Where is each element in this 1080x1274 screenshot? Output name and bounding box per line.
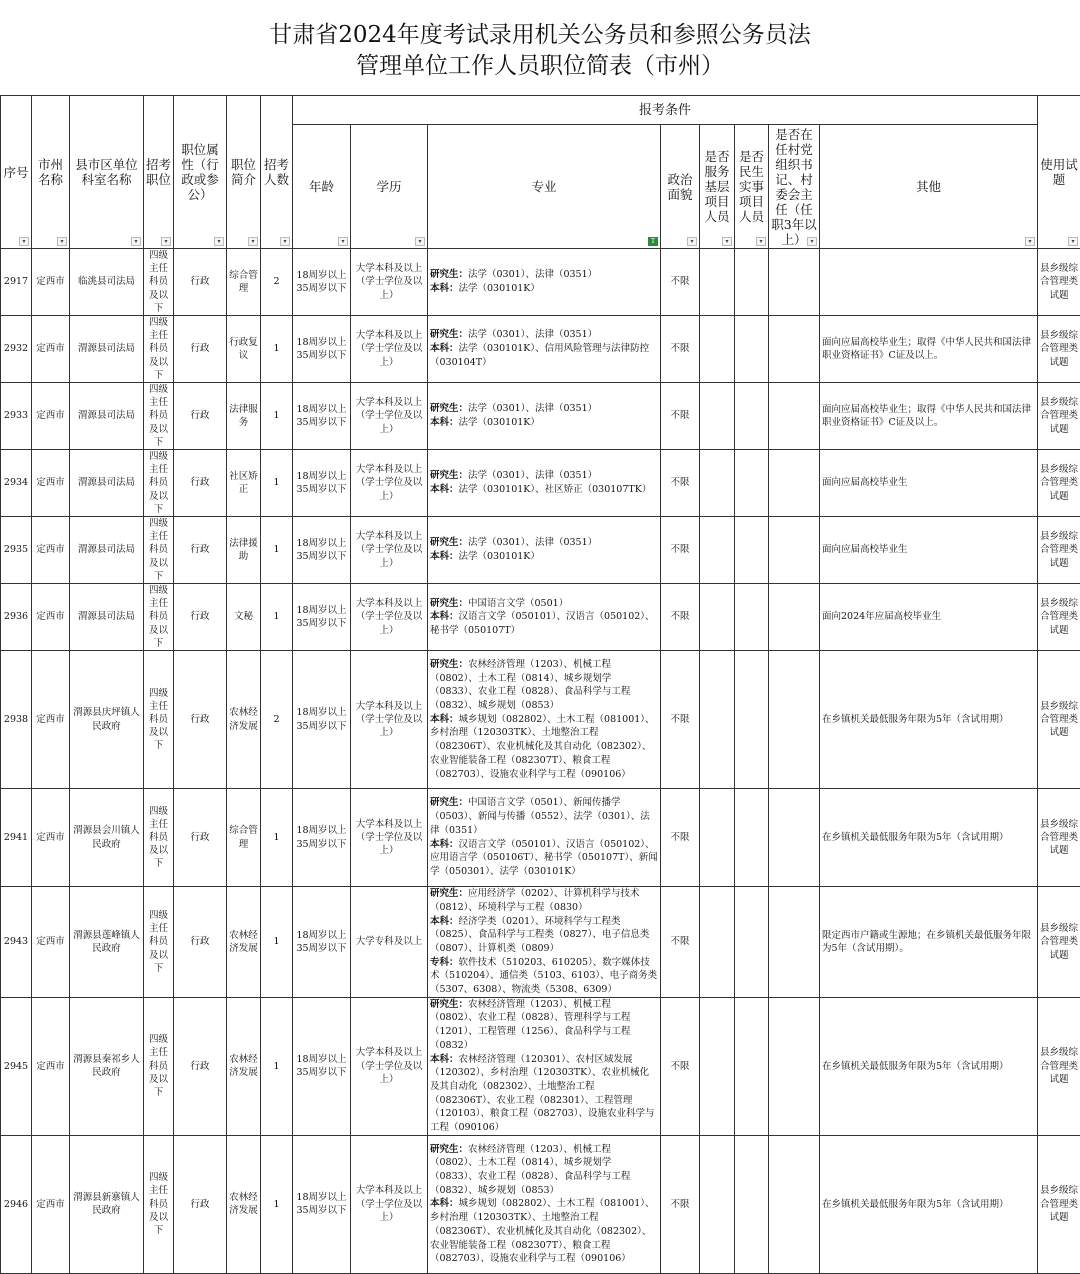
major-level-label: 本科： (430, 1054, 459, 1065)
cell-livelihood (735, 651, 769, 789)
cell-edu: 大学本科及以上（学士学位及以上） (351, 584, 428, 651)
cell-politics: 不限 (661, 887, 700, 998)
header-age[interactable]: 年龄 ▾ (293, 125, 351, 249)
cell-count: 1 (261, 450, 293, 517)
cell-position: 四级主任科员及以下 (144, 584, 174, 651)
major-list: 中国语言文学（0501） (468, 598, 568, 609)
major-list: 应用经济学（0202）、计算机科学与技术（0812）、环境科学与工程（0830） (430, 888, 639, 913)
filter-dropdown-icon[interactable]: ▾ (214, 237, 224, 246)
cell-major (428, 997, 661, 1135)
cell-age: 18周岁以上35周岁以下 (293, 450, 351, 517)
positions-table (0, 95, 1080, 1274)
cell-exam: 县乡级综合管理类试题 (1038, 997, 1080, 1135)
header-other[interactable]: 其他 ▾ (820, 125, 1038, 249)
cell-exam: 县乡级综合管理类试题 (1038, 249, 1080, 316)
cell-attr: 行政 (174, 789, 227, 887)
cell-intro: 综合管理 (227, 789, 261, 887)
cell-city: 定西市 (32, 997, 70, 1135)
cell-unit: 渭源县秦祁乡人民政府 (70, 997, 144, 1135)
table-row (1, 517, 1080, 584)
cell-position: 四级主任科员及以下 (144, 450, 174, 517)
cell-grassroots (700, 450, 735, 517)
cell-livelihood (735, 584, 769, 651)
cell-edu: 大学本科及以上（学士学位及以上） (351, 997, 428, 1135)
cell-attr: 行政 (174, 383, 227, 450)
cell-count: 1 (261, 383, 293, 450)
cell-politics: 不限 (661, 997, 700, 1135)
major-level-label: 本科： (430, 916, 459, 927)
cell-city: 定西市 (32, 517, 70, 584)
header-seq[interactable]: 序号 ▾ (1, 96, 32, 249)
cell-age: 18周岁以上35周岁以下 (293, 517, 351, 584)
header-exam[interactable]: 使用试题 ▾ (1038, 96, 1080, 249)
major-level-label: 研究生： (430, 1144, 468, 1155)
major-level-label: 研究生： (430, 598, 468, 609)
cell-politics: 不限 (661, 1135, 700, 1273)
major-line (430, 1197, 658, 1266)
major-list: 软件技术（510203、610205）、数字媒体技术（510204）、通信类（5103、6103）、电子商务类（5307、6308）、物流类（5308、6309） (430, 957, 657, 995)
header-village[interactable]: 是否在任村党组织书记、村委会主任（任职3年以上） ▾ (769, 125, 820, 249)
major-level-label: 研究生： (430, 888, 468, 899)
cell-intro: 农林经济发展 (227, 997, 261, 1135)
major-line (430, 550, 658, 564)
cell-other: 面向2024年应届高校毕业生 (820, 584, 1038, 651)
major-list: 法学（030101K） (459, 283, 540, 294)
cell-livelihood (735, 887, 769, 998)
cell-intro: 文秘 (227, 584, 261, 651)
cell-grassroots (700, 316, 735, 383)
cell-unit: 渭源县新寨镇人民政府 (70, 1135, 144, 1273)
cell-livelihood (735, 517, 769, 584)
cell-major (428, 789, 661, 887)
cell-intro: 社区矫正 (227, 450, 261, 517)
cell-grassroots (700, 651, 735, 789)
table-row (1, 383, 1080, 450)
cell-count: 1 (261, 997, 293, 1135)
header-position[interactable]: 招考职位 ▾ (144, 96, 174, 249)
table-row (1, 1135, 1080, 1273)
cell-village (769, 450, 820, 517)
cell-edu: 大学本科及以上（学士学位及以上） (351, 383, 428, 450)
cell-other: 面向应届高校毕业生 (820, 450, 1038, 517)
cell-count: 2 (261, 249, 293, 316)
major-list: 法学（030101K）、信用风险管理与法律防控（030104T） (430, 343, 649, 368)
cell-attr: 行政 (174, 1135, 227, 1273)
cell-grassroots (700, 887, 735, 998)
major-level-label: 本科： (430, 551, 459, 562)
filter-dropdown-icon[interactable]: ▾ (756, 237, 766, 246)
cell-unit: 渭源县会川镇人民政府 (70, 789, 144, 887)
cell-position: 四级主任科员及以下 (144, 789, 174, 887)
header-count[interactable]: 招考人数 ▾ (261, 96, 293, 249)
cell-grassroots (700, 517, 735, 584)
cell-village (769, 651, 820, 789)
major-list: 农林经济管理（120301）、农村区域发展（120302）、乡村治理（120303TK）、农业机械化及其自动化（082302）、土地整治工程（082306T）、农业工程（082301）、工程管理（120103）、粮食工程（082703）、设施农业科学与工程（090106） (430, 1054, 655, 1134)
cell-count: 1 (261, 1135, 293, 1273)
cell-livelihood (735, 249, 769, 316)
header-edu[interactable]: 学历 ▾ (351, 125, 428, 249)
cell-city: 定西市 (32, 249, 70, 316)
major-list: 中国语言文学（0501）、新闻传播学（0503）、新闻与传播（0552）、法学（0301）、法律（0351） (430, 797, 650, 835)
major-line (430, 536, 658, 550)
filter-dropdown-icon[interactable]: ▾ (687, 237, 697, 246)
cell-intro: 农林经济发展 (227, 651, 261, 789)
cell-livelihood (735, 450, 769, 517)
cell-livelihood (735, 383, 769, 450)
table-row (1, 316, 1080, 383)
cell-unit: 渭源县司法局 (70, 450, 144, 517)
cell-unit: 渭源县莲峰镇人民政府 (70, 887, 144, 998)
major-line (430, 610, 658, 637)
major-level-label: 本科： (430, 343, 459, 354)
major-list: 农林经济管理（1203）、机械工程（0802）、农业工程（0828）、管理科学与工程（1201）、工程管理（1256）、食品科学与工程（0832） (430, 999, 630, 1051)
cell-count: 1 (261, 517, 293, 584)
cell-city: 定西市 (32, 584, 70, 651)
cell-major (428, 450, 661, 517)
cell-unit: 临洮县司法局 (70, 249, 144, 316)
cell-village (769, 1135, 820, 1273)
document-title (0, 0, 1080, 95)
cell-count: 1 (261, 789, 293, 887)
filter-dropdown-icon[interactable]: ▾ (280, 237, 290, 246)
major-level-label: 研究生： (430, 797, 468, 808)
cell-position: 四级主任科员及以下 (144, 383, 174, 450)
cell-age: 18周岁以上35周岁以下 (293, 1135, 351, 1273)
cell-edu: 大学本科及以上（学士学位及以上） (351, 1135, 428, 1273)
title-line-1: 甘肃省2024年度考试录用机关公务员和参照公务员法 (0, 20, 1080, 50)
major-level-label: 本科： (430, 611, 459, 622)
cell-village (769, 383, 820, 450)
cell-grassroots (700, 1135, 735, 1273)
cell-edu: 大学本科及以上（学士学位及以上） (351, 651, 428, 789)
cell-age: 18周岁以上35周岁以下 (293, 997, 351, 1135)
cell-attr: 行政 (174, 249, 227, 316)
major-level-label: 本科： (430, 714, 459, 725)
filter-dropdown-icon[interactable]: ▾ (1068, 237, 1078, 246)
cell-edu: 大学本科及以上（学士学位及以上） (351, 316, 428, 383)
major-line (430, 469, 658, 483)
cell-politics: 不限 (661, 584, 700, 651)
major-list: 汉语言文学（050101）、汉语言（050102）、应用语言学（050106T）、秘书学（050107T）、新闻学（050301）、法学（030101K） (430, 839, 658, 877)
cell-edu: 大学本科及以上（学士学位及以上） (351, 450, 428, 517)
table-row (1, 584, 1080, 651)
table-row (1, 789, 1080, 887)
header-grassroots[interactable]: 是否服务基层项目人员 ▾ (700, 125, 735, 249)
cell-other: 在乡镇机关最低服务年限为5年（含试用期） (820, 1135, 1038, 1273)
major-line (430, 483, 658, 497)
cell-seq: 2938 (1, 651, 32, 789)
cell-edu: 大学本科及以上（学士学位及以上） (351, 517, 428, 584)
cell-politics: 不限 (661, 517, 700, 584)
major-list: 法学（0301）、法律（0351） (468, 470, 597, 481)
cell-major (428, 316, 661, 383)
cell-attr: 行政 (174, 887, 227, 998)
cell-edu: 大学本科及以上（学士学位及以上） (351, 249, 428, 316)
filter-dropdown-icon[interactable]: ▾ (19, 237, 29, 246)
cell-other: 在乡镇机关最低服务年限为5年（含试用期） (820, 997, 1038, 1135)
filter-active-icon[interactable]: T (648, 237, 658, 246)
major-line (430, 1053, 658, 1135)
cell-exam: 县乡级综合管理类试题 (1038, 517, 1080, 584)
cell-village (769, 997, 820, 1135)
cell-other: 面向应届高校毕业生；取得《中华人民共和国法律职业资格证书》C证及以上。 (820, 316, 1038, 383)
header-conditions: 报考条件 (293, 96, 1038, 125)
filter-dropdown-icon[interactable]: ▾ (161, 237, 171, 246)
header-intro[interactable]: 职位简介 ▾ (227, 96, 261, 249)
cell-age: 18周岁以上35周岁以下 (293, 651, 351, 789)
cell-intro: 法律服务 (227, 383, 261, 450)
cell-other (820, 249, 1038, 316)
cell-grassroots (700, 997, 735, 1135)
header-attr[interactable]: 职位属性（行政或参公） ▾ (174, 96, 227, 249)
major-line (430, 915, 658, 956)
cell-livelihood (735, 789, 769, 887)
major-line (430, 998, 658, 1053)
cell-major (428, 517, 661, 584)
major-level-label: 本科： (430, 283, 459, 294)
major-line (430, 282, 658, 296)
cell-livelihood (735, 1135, 769, 1273)
filter-dropdown-icon[interactable]: ▾ (415, 237, 425, 246)
filter-dropdown-icon[interactable]: ▾ (338, 237, 348, 246)
cell-attr: 行政 (174, 997, 227, 1135)
cell-city: 定西市 (32, 1135, 70, 1273)
cell-intro: 农林经济发展 (227, 887, 261, 998)
cell-seq: 2935 (1, 517, 32, 584)
header-city[interactable]: 市州名称 ▾ (32, 96, 70, 249)
major-line (430, 796, 658, 837)
cell-exam: 县乡级综合管理类试题 (1038, 887, 1080, 998)
cell-intro: 法律援助 (227, 517, 261, 584)
major-line (430, 268, 658, 282)
cell-seq: 2945 (1, 997, 32, 1135)
cell-politics: 不限 (661, 450, 700, 517)
cell-seq: 2932 (1, 316, 32, 383)
major-list: 农林经济管理（1203）、机械工程（0802）、土木工程（0814）、城乡规划学（0833）、农业工程（0828）、食品科学与工程（0832）、城乡规划（0853） (430, 659, 630, 711)
cell-edu: 大学专科及以上 (351, 887, 428, 998)
cell-unit: 渭源县司法局 (70, 517, 144, 584)
table-row (1, 887, 1080, 998)
cell-city: 定西市 (32, 450, 70, 517)
cell-city: 定西市 (32, 887, 70, 998)
cell-attr: 行政 (174, 316, 227, 383)
cell-intro: 综合管理 (227, 249, 261, 316)
table-row (1, 997, 1080, 1135)
cell-intro: 农林经济发展 (227, 1135, 261, 1273)
cell-village (769, 887, 820, 998)
major-list: 城乡规划（082802）、土木工程（081001）、乡村治理（120303TK）、土地整治工程（082306T）、农业机械化及其自动化（082302）、农业智能装备工程（082307T）、粮食工程（082703）、设施农业科学与工程（090106） (430, 1198, 655, 1264)
cell-age: 18周岁以上35周岁以下 (293, 887, 351, 998)
major-line (430, 328, 658, 342)
major-list: 城乡规划（082802）、土木工程（081001）、乡村治理（120303TK）、土地整治工程（082306T）、农业机械化及其自动化（082302）、农业智能装备工程（082307T）、粮食工程（082703）、设施农业科学与工程（090106） (430, 714, 655, 780)
major-list: 法学（030101K） (459, 551, 540, 562)
header-major[interactable]: 专业 T (428, 125, 661, 249)
major-level-label: 研究生： (430, 537, 468, 548)
cell-count: 2 (261, 651, 293, 789)
cell-major (428, 584, 661, 651)
cell-attr: 行政 (174, 517, 227, 584)
cell-livelihood (735, 997, 769, 1135)
major-list: 法学（0301）、法律（0351） (468, 329, 597, 340)
cell-intro: 行政复议 (227, 316, 261, 383)
major-level-label: 本科： (430, 484, 459, 495)
cell-politics: 不限 (661, 316, 700, 383)
major-list: 法学（0301）、法律（0351） (468, 269, 597, 280)
major-line (430, 402, 658, 416)
cell-city: 定西市 (32, 316, 70, 383)
header-unit[interactable]: 县市区单位科室名称 ▾ (70, 96, 144, 249)
cell-livelihood (735, 316, 769, 383)
cell-seq: 2941 (1, 789, 32, 887)
cell-politics: 不限 (661, 249, 700, 316)
cell-unit: 渭源县庆坪镇人民政府 (70, 651, 144, 789)
cell-politics: 不限 (661, 789, 700, 887)
major-list: 农林经济管理（1203）、机械工程（0802）、土木工程（0814）、城乡规划学（0833）、农业工程（0828）、食品科学与工程（0832）、城乡规划（0853） (430, 1144, 630, 1196)
major-level-label: 本科： (430, 417, 459, 428)
major-level-label: 本科： (430, 839, 459, 850)
cell-position: 四级主任科员及以下 (144, 517, 174, 584)
cell-village (769, 584, 820, 651)
cell-village (769, 316, 820, 383)
filter-dropdown-icon[interactable]: ▾ (1025, 237, 1035, 246)
cell-exam: 县乡级综合管理类试题 (1038, 584, 1080, 651)
major-list: 法学（030101K） (459, 417, 540, 428)
filter-dropdown-icon[interactable]: ▾ (807, 237, 817, 246)
cell-other: 面向应届高校毕业生；取得《中华人民共和国法律职业资格证书》C证及以上。 (820, 383, 1038, 450)
table-body (1, 249, 1080, 1274)
filter-dropdown-icon[interactable]: ▾ (131, 237, 141, 246)
major-level-label: 研究生： (430, 999, 468, 1010)
cell-other: 限定西市户籍或生源地；在乡镇机关最低服务年限为5年（含试用期）。 (820, 887, 1038, 998)
cell-other: 在乡镇机关最低服务年限为5年（含试用期） (820, 651, 1038, 789)
cell-village (769, 249, 820, 316)
cell-position: 四级主任科员及以下 (144, 997, 174, 1135)
cell-major (428, 1135, 661, 1273)
cell-politics: 不限 (661, 651, 700, 789)
cell-position: 四级主任科员及以下 (144, 887, 174, 998)
cell-age: 18周岁以上35周岁以下 (293, 789, 351, 887)
cell-exam: 县乡级综合管理类试题 (1038, 450, 1080, 517)
major-line (430, 416, 658, 430)
cell-position: 四级主任科员及以下 (144, 1135, 174, 1273)
cell-exam: 县乡级综合管理类试题 (1038, 651, 1080, 789)
cell-major (428, 887, 661, 998)
major-line (430, 658, 658, 713)
cell-position: 四级主任科员及以下 (144, 651, 174, 789)
major-list: 法学（0301）、法律（0351） (468, 537, 597, 548)
cell-seq: 2933 (1, 383, 32, 450)
cell-politics: 不限 (661, 383, 700, 450)
major-level-label: 本科： (430, 1198, 459, 1209)
cell-grassroots (700, 584, 735, 651)
cell-city: 定西市 (32, 789, 70, 887)
cell-count: 1 (261, 316, 293, 383)
cell-attr: 行政 (174, 651, 227, 789)
title-line-2: 管理单位工作人员职位简表（市州） (0, 51, 1080, 81)
header-livelihood[interactable]: 是否民生实事项目人员 ▾ (735, 125, 769, 249)
table-row (1, 651, 1080, 789)
cell-grassroots (700, 789, 735, 887)
major-line (430, 838, 658, 879)
cell-other: 在乡镇机关最低服务年限为5年（含试用期） (820, 789, 1038, 887)
cell-exam: 县乡级综合管理类试题 (1038, 1135, 1080, 1273)
major-list: 汉语言文学（050101）、汉语言（050102）、秘书学（050107T） (430, 611, 655, 636)
cell-other: 面向应届高校毕业生 (820, 517, 1038, 584)
cell-seq: 2917 (1, 249, 32, 316)
cell-major (428, 383, 661, 450)
cell-seq: 2934 (1, 450, 32, 517)
header-politics[interactable]: 政治面貌 ▾ (661, 125, 700, 249)
cell-unit: 渭源县司法局 (70, 584, 144, 651)
cell-attr: 行政 (174, 584, 227, 651)
major-list: 经济学类（0201）、环境科学与工程类（0825）、食品科学与工程类（0827）、电子信息类（0807）、计算机类（0809） (430, 916, 649, 954)
major-level-label: 研究生： (430, 329, 468, 340)
major-level-label: 专科： (430, 957, 459, 968)
cell-unit: 渭源县司法局 (70, 383, 144, 450)
major-line (430, 887, 658, 914)
cell-seq: 2946 (1, 1135, 32, 1273)
cell-position: 四级主任科员及以下 (144, 249, 174, 316)
cell-count: 1 (261, 887, 293, 998)
major-list: 法学（0301）、法律（0351） (468, 403, 597, 414)
filter-dropdown-icon[interactable]: ▾ (57, 237, 67, 246)
cell-major (428, 249, 661, 316)
cell-major (428, 651, 661, 789)
cell-exam: 县乡级综合管理类试题 (1038, 316, 1080, 383)
cell-grassroots (700, 249, 735, 316)
major-line (430, 1143, 658, 1198)
major-line (430, 956, 658, 997)
cell-village (769, 517, 820, 584)
major-list: 法学（030101K）、社区矫正（030107TK） (459, 484, 652, 495)
major-level-label: 研究生： (430, 659, 468, 670)
table-row (1, 249, 1080, 316)
cell-city: 定西市 (32, 651, 70, 789)
major-level-label: 研究生： (430, 269, 468, 280)
filter-dropdown-icon[interactable]: ▾ (722, 237, 732, 246)
cell-grassroots (700, 383, 735, 450)
cell-seq: 2943 (1, 887, 32, 998)
major-line (430, 597, 658, 611)
major-level-label: 研究生： (430, 403, 468, 414)
cell-age: 18周岁以上35周岁以下 (293, 316, 351, 383)
cell-position: 四级主任科员及以下 (144, 316, 174, 383)
major-level-label: 研究生： (430, 470, 468, 481)
cell-exam: 县乡级综合管理类试题 (1038, 383, 1080, 450)
cell-age: 18周岁以上35周岁以下 (293, 249, 351, 316)
cell-seq: 2936 (1, 584, 32, 651)
cell-age: 18周岁以上35周岁以下 (293, 383, 351, 450)
cell-village (769, 789, 820, 887)
cell-city: 定西市 (32, 383, 70, 450)
filter-dropdown-icon[interactable]: ▾ (248, 237, 258, 246)
major-line (430, 713, 658, 782)
cell-attr: 行政 (174, 450, 227, 517)
major-line (430, 342, 658, 369)
cell-exam: 县乡级综合管理类试题 (1038, 789, 1080, 887)
cell-age: 18周岁以上35周岁以下 (293, 584, 351, 651)
cell-edu: 大学本科及以上（学士学位及以上） (351, 789, 428, 887)
cell-unit: 渭源县司法局 (70, 316, 144, 383)
table-row (1, 450, 1080, 517)
cell-count: 1 (261, 584, 293, 651)
